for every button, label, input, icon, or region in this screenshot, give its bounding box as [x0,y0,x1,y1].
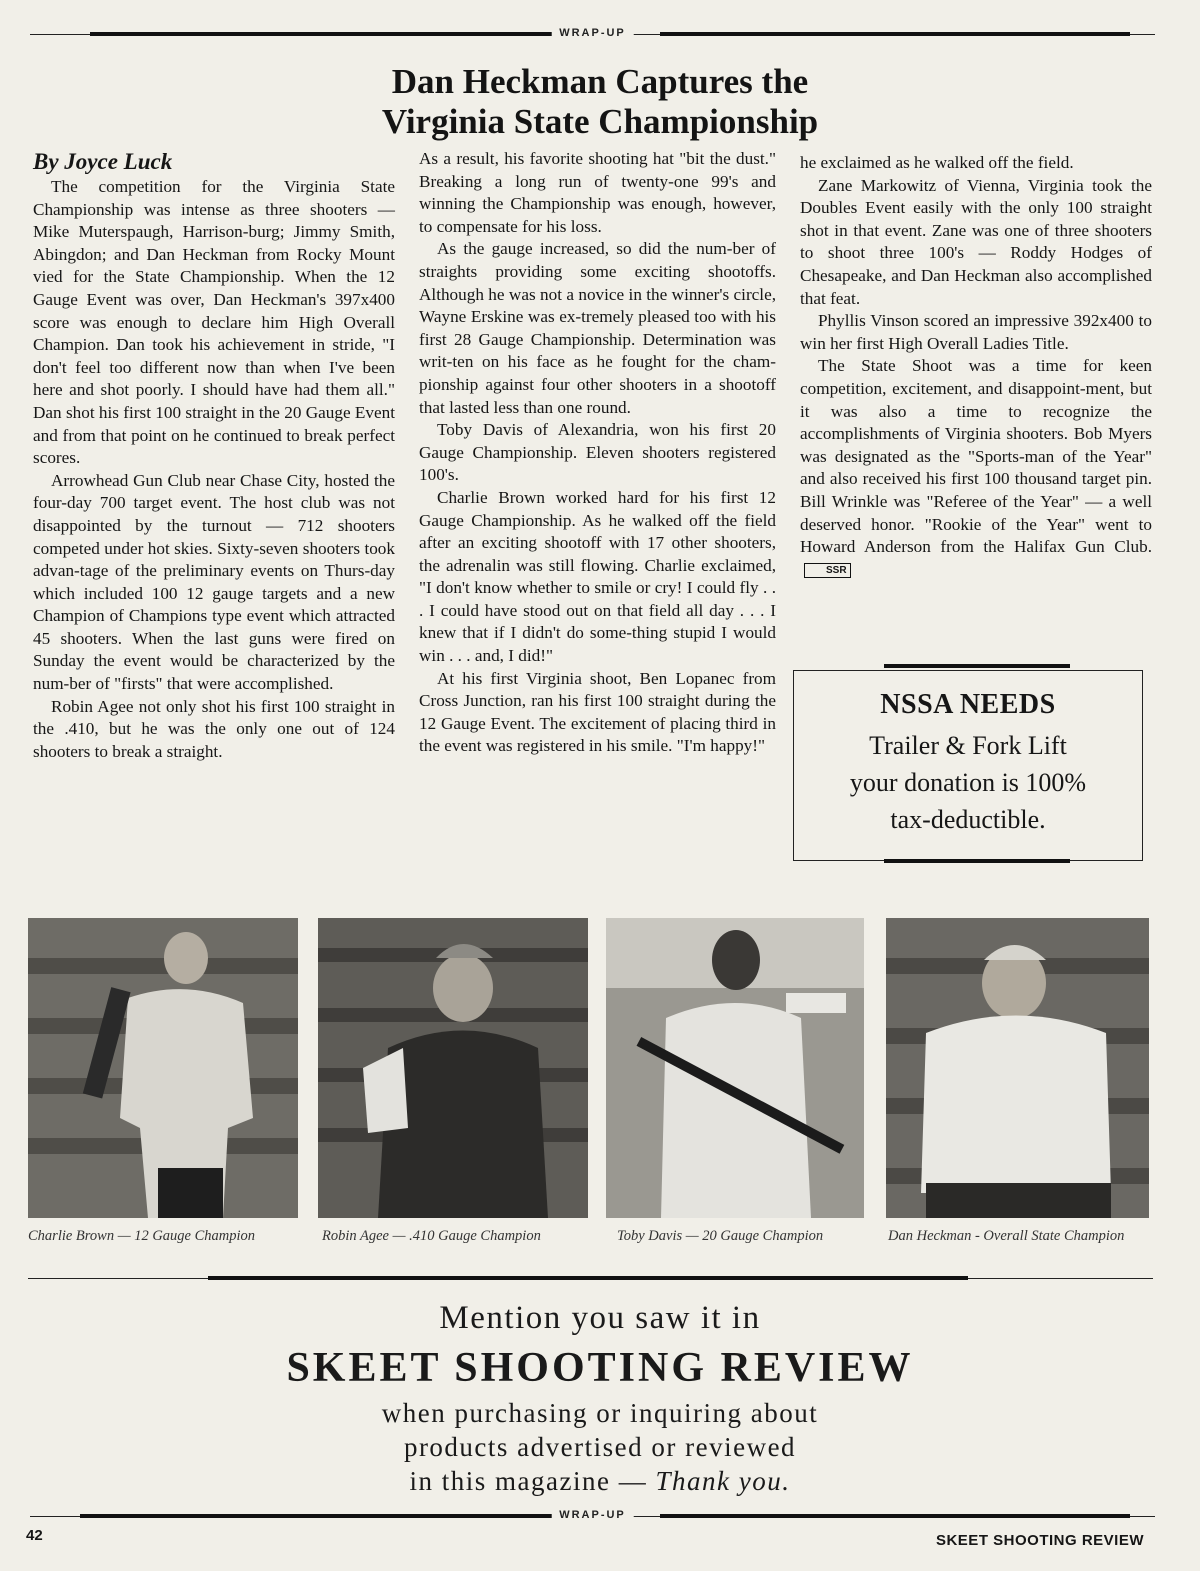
photo-caption: Robin Agee — .410 Gauge Champion [322,1228,541,1244]
byline: By Joyce Luck [33,149,173,174]
promo-rule-thick [208,1276,968,1280]
paragraph [800,355,1152,581]
paragraph-text: The State Shoot was a time for keen competition, excitement, and disappoint-ment, but it was also a time to recognize the accomplishments of Virginia shooters. Bob Myers was designated as the "Sports-man of the Year" and also received his first 100 thousand target pin. Bill Wrinkle was "Referee of the Year" — a well deserved honor. "Rookie of the Year" went to Howard Anderson from the Halifax Gun Club. [800,356,1152,557]
photo-dan-heckman-image [886,918,1149,1218]
promo-magazine-name: SKEET SHOOTING REVIEW [286,1345,914,1391]
paragraph: Arrowhead Gun Club near Chase City, hosted the four-day 700 target event. The host club was not disappointed by the turnout — 712 shooters competed under hot skies. Sixty-seven shooters took advan-tage of the preliminary events on Thurs-day which included 100 12 gauge targets and a new Champion of Champions type event which attracted 45 shooters. When the last guns were fired on Sunday the event would be characterized by the num-ber of "firsts" that were accomplished. [33,470,395,694]
section-tag-top: WRAP-UP [551,27,634,39]
photo-caption: Dan Heckman - Overall State Champion [888,1228,1125,1244]
photo-charlie-brown-image [28,918,298,1218]
end-mark-badge: SSR [804,563,851,578]
headline-line-1: Dan Heckman Captures the [391,62,809,101]
paragraph: Robin Agee not only shot his first 100 straight in the .410, but he was the only one out of 124 shooters to break a straight. [33,696,395,761]
photo-robin-agee [318,918,588,1218]
promo-line-3: when purchasing or inquiring about [381,1398,819,1428]
promo-line-5-text: in this magazine — [409,1466,648,1496]
paragraph: At his first Virginia shoot, Ben Lopanec from Cross Junction, ran his first 100 straight during the 12 Gauge Event. The excitement of placing third in the event was registered in his smile. "I'm happy!" [419,668,776,756]
paragraph: As the gauge increased, so did the num-ber of straights providing some exciting shootoffs. Although he was not a novice in the winner's circle, Wayne Erskine was ex-tremely pleased too with his first 28 Gauge Championship. Determination was writ-ten on his face as he fought for the cham-pionship against four other shooters in a shootoff that lasted less than one round. [419,239,776,417]
article-column-3 [800,152,1152,581]
paragraph: As a result, his favorite shooting hat "bit the dust." Breaking a long run of twenty-one 99's and winning the Championship was enough, however, to compensate for his loss. [419,149,776,236]
article-column-1 [33,148,395,763]
photo-toby-davis-image [606,918,864,1218]
ad-top-bar [884,664,1070,668]
promo-line-4: products advertised or reviewed [403,1432,797,1462]
paragraph: he exclaimed as he walked off the field. [800,153,1074,172]
page-number: 42 [26,1527,43,1544]
publication-name: SKEET SHOOTING REVIEW [935,1532,1144,1549]
top-rule [30,28,1155,42]
promo-line-5 [100,1464,1100,1498]
paragraph: The competition for the Virginia State Championship was intense as three shooters — Mike Muterspaugh, Harrison-burg; Jimmy Smith, Abingdon; and Dan Heckman from Rocky Mount vied for the State Championship. When the 12 Gauge Event was over, Dan Heckman's 397x400 score was enough to declare him High Overall Champion. Dan took his achievement in stride, "I don't feel too different now than when I've been here and shot poorly. I should have had them all." Dan shot his first 100 straight in the 20 Gauge Event and from that point on he continued to break perfect scores. [33,177,395,468]
section-tag-bottom: WRAP-UP [551,1509,634,1521]
promo-thank-you: Thank you. [655,1466,791,1496]
paragraph: Charlie Brown worked hard for his first 12 Gauge Championship. As he walked off the field after an exciting shootoff with 17 other shooters, the adrenalin was still flowing. Charlie exclaimed, "I don't know whether to smile or cry! I could fly . . . I could have stood out on that field all day . . . I knew that if I didn't do some-thing stupid I would win . . . and, I did!" [419,487,776,666]
promo-line-1: Mention you saw it in [439,1300,761,1336]
photo-caption: Charlie Brown — 12 Gauge Champion [28,1228,256,1244]
ad-line-1: Trailer & Fork Lift [869,731,1067,760]
photo-caption: Toby Davis — 20 Gauge Champion [617,1228,824,1244]
paragraph: Toby Davis of Alexandria, won his first 20 Gauge Championship. Eleven shooters registered 100's. [419,420,776,485]
paragraph: Phyllis Vinson scored an impressive 392x400 to win her first High Overall Ladies Title. [800,311,1152,353]
donation-ad-box [793,670,1143,861]
headline-line-2: Virginia State Championship [381,102,819,141]
ad-bottom-bar [884,859,1070,863]
photo-charlie-brown [28,918,298,1218]
photo-dan-heckman [886,918,1149,1218]
photo-robin-agee-image [318,918,588,1218]
bottom-rule [30,1510,1155,1524]
article-headline [300,62,900,142]
photo-toby-davis [606,918,864,1218]
ad-line-2: your donation is 100% [849,768,1087,797]
ad-line-3: tax-deductible. [890,805,1046,834]
ad-title: NSSA NEEDS [880,689,1056,720]
paragraph: Zane Markowitz of Vienna, Virginia took the Doubles Event easily with the only 100 straight shot in that event. Zane was one of three shooters to shoot three 100's — Roddy Hodges of Chesapeake, and Dan Heckman also accomplished that feat. [800,175,1152,308]
article-column-2 [419,148,776,758]
